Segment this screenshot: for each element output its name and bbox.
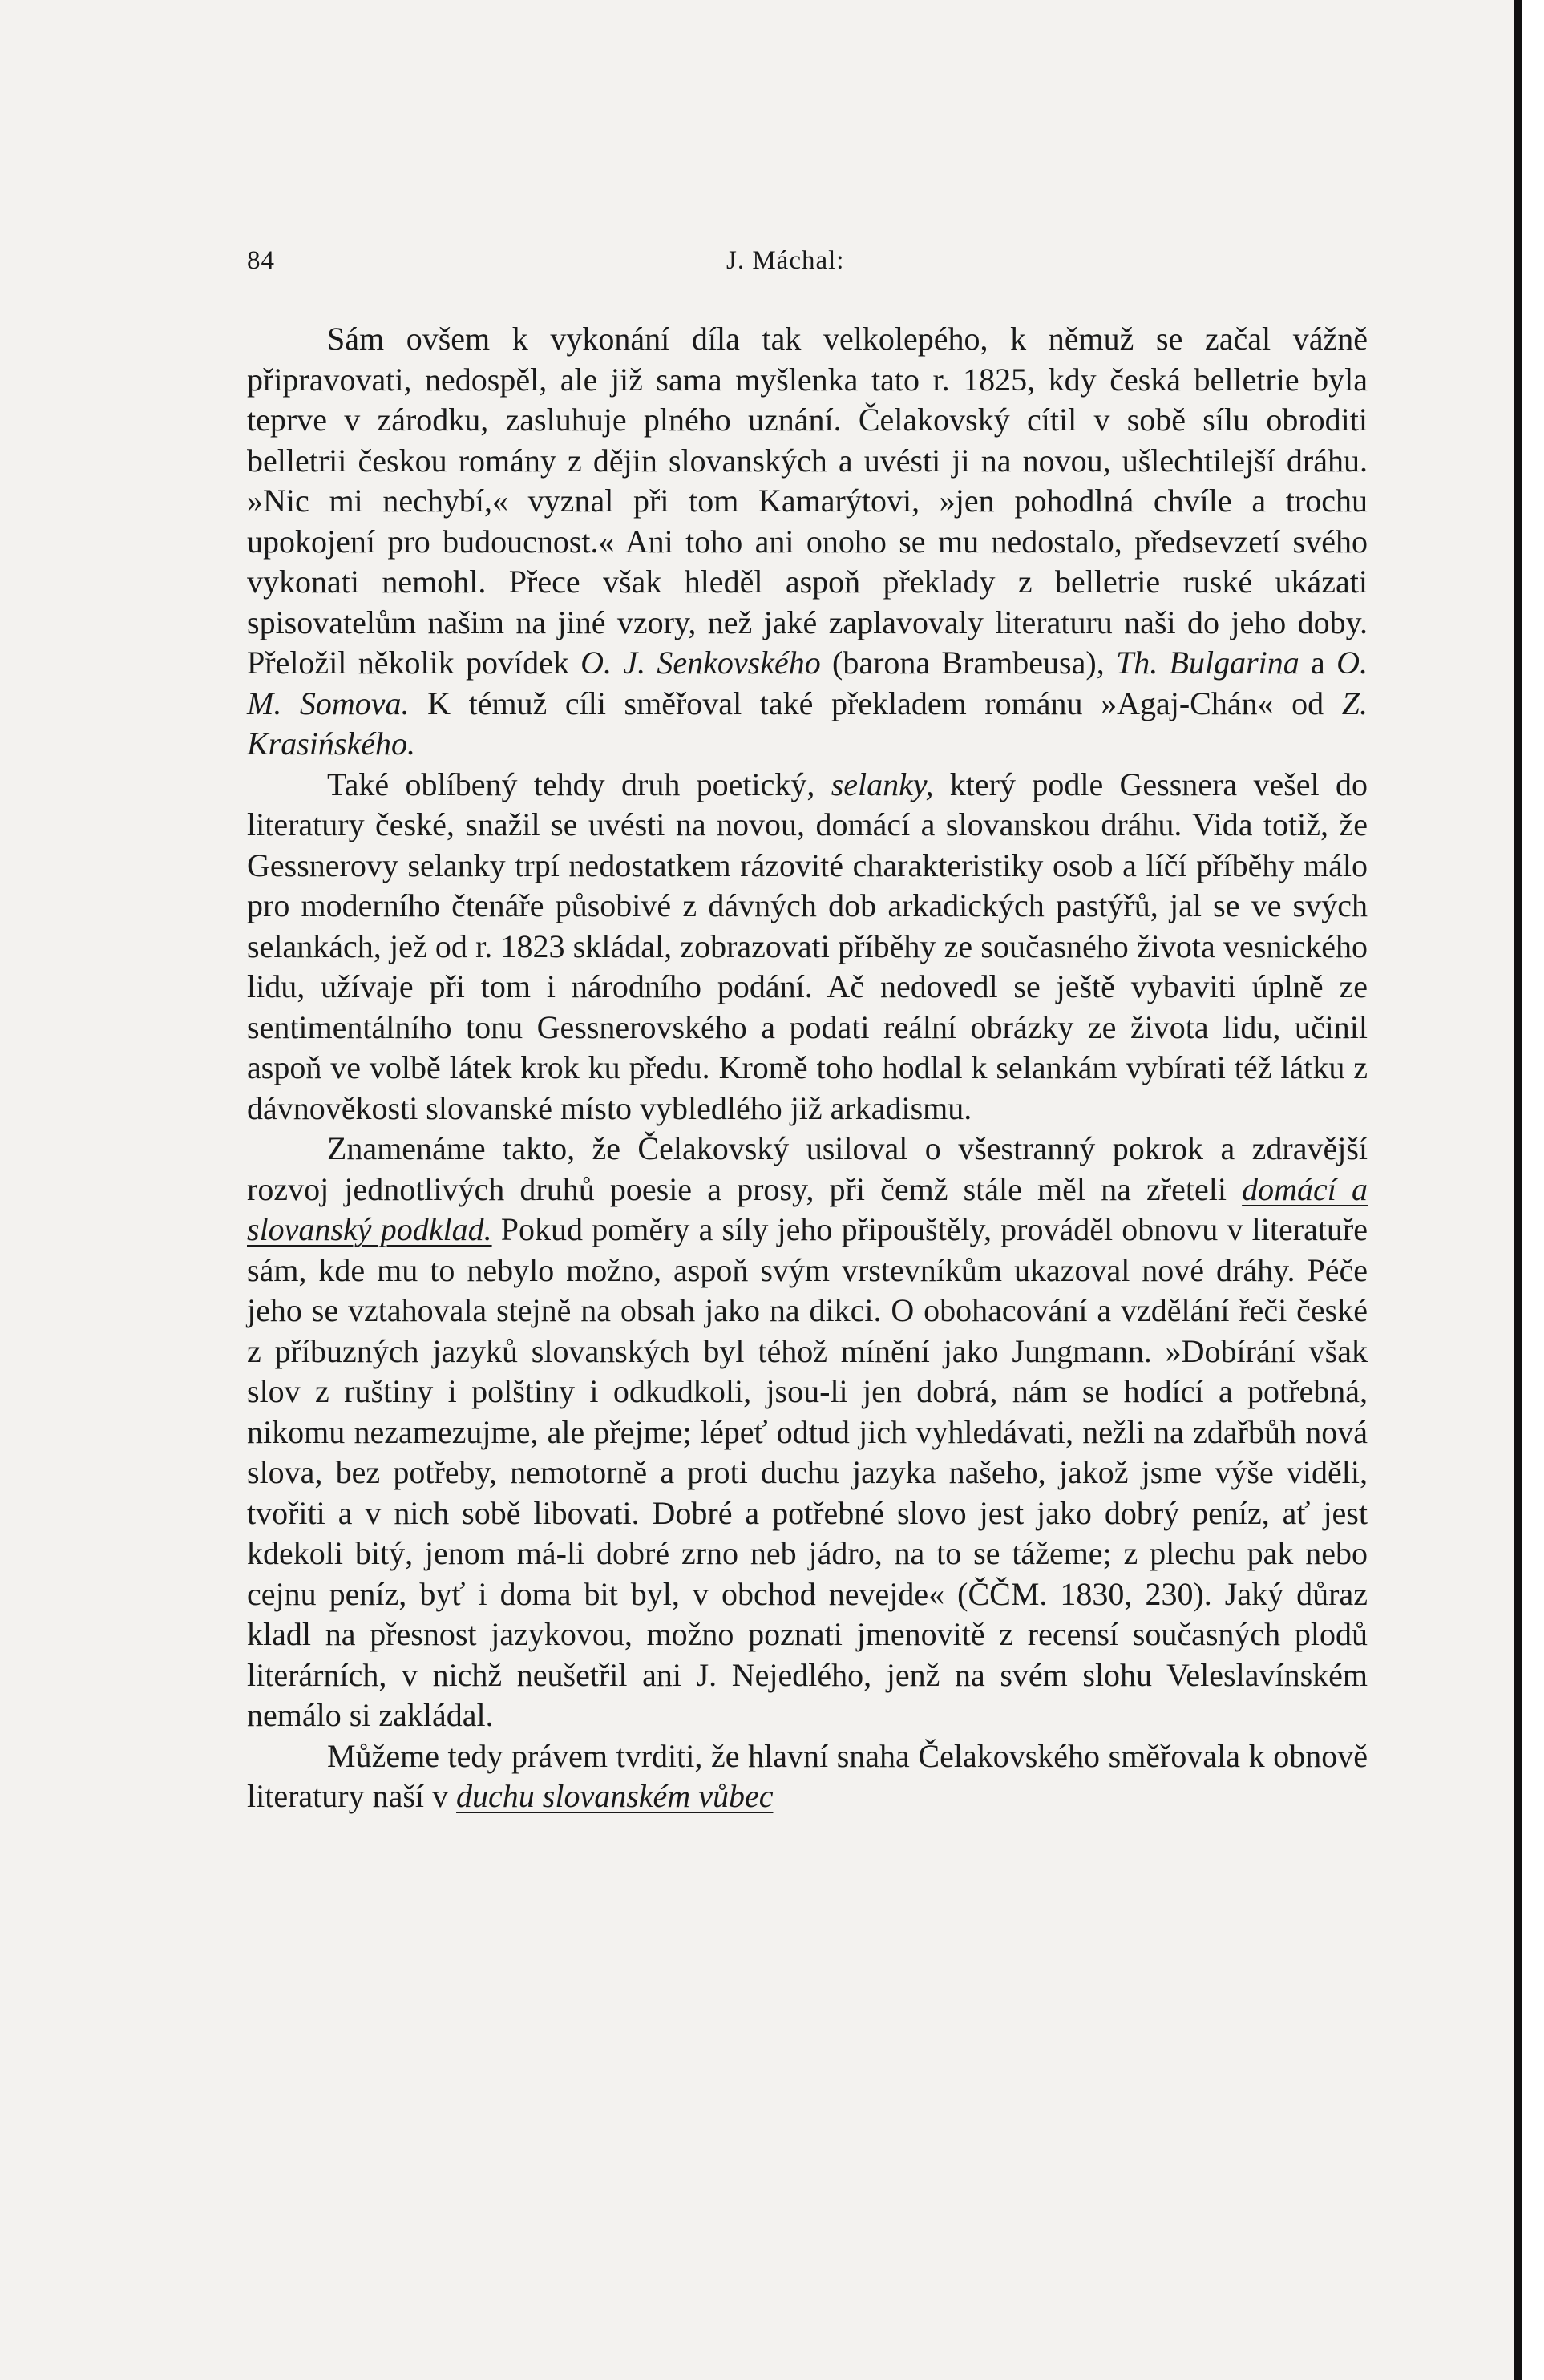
body-text [247,319,1368,1817]
author-name: O. M. Somova. [247,644,1368,721]
text-segment: K témuž cíli směřoval také překladem románu »Agaj-Chán« od [409,685,1342,721]
paragraph [247,319,1368,765]
paragraph [247,765,1368,1129]
paragraph [247,1736,1368,1817]
text-segment: a [1299,644,1337,681]
author-name: Z. Krasińského. [247,685,1368,762]
author-name: Th. Bulgarina [1115,644,1299,681]
author-name: O. J. Senkovského [580,644,821,681]
text-segment: Pokud poměry a síly jeho připouštěly, prováděl obnovu v literatuře sám, kde mu to nebylo možno, aspoň svým vrstevníkům ukazoval nové dráhy. Péče jeho se vztahovala stejně na obsah jako na dikci. O obohacování a vzdělání řeči české z příbuzných jazyků slovanských byl téhož mínění jako Jungmann. »Dobírání však slov z ruštiny i polštiny i odkudkoli, jsou-li jen dobrá, nám se hodící a potřebná, nikomu nezamezujme, ale přejme; lépeť odtud jich vyhledávati, nežli na zdařbůh nová slova, bez potřeby, nemotorně a proti duchu jazyka našeho, jakož jsme výše viděli, tvořiti a v nich sobě libovati. Dobré a potřebné slovo jest jako dobrý peníz, ať jest kdekoli bitý, jenom má-li dobré zrno neb jádro, na to se tážeme; z plechu pak nebo cejnu peníz, byť i doma bit byl, v obchod nevejde« (ČČM. 1830, 230). Jaký důraz kladl na přesnost jazykovou, možno poznati jmenovitě z recensí současných plodů literárních, v nichž neušetřil ani J. Nejedlého, jenž na svém slohu Veleslavínském nemálo si zakládal. [247,1211,1368,1733]
text-segment: který podle Gessnera vešel do literatury české, snažil se uvésti na novou, domácí a slovanskou dráhu. Vida totiž, že Gessnerovy selanky trpí nedostatkem rázovité charakteristiky osob a líčí příběhy málo pro moderního čtenáře působivé z dávných dob arkadických pastýřů, jal se ve svých selankách, jež od r. 1823 skládal, zobrazovati příběhy ze současného života vesnického lidu, užívaje při tom i národního podání. Ač nedovedl se ještě vybaviti úplně ze sentimentálního tonu Gessnerovského a podati reální obrázky ze života lidu, učinil aspoň ve volbě látek krok ku předu. Kromě toho hodlal k selankám vybírati též látku z dávnověkosti slovanské místo vybledlého již arkadismu. [247,766,1368,1126]
paragraph [247,1129,1368,1736]
text-segment: Sám ovšem k vykonání díla tak velkolepého, k němuž se začal vážně připravovati, nedospěl, ale již sama myšlenka tato r. 1825, kdy česká belletrie byla teprve v zárodku, zasluhuje plného uznání. Čelakovský cítil v sobě sílu obroditi belletrii českou romány z dějin slovanských a uvésti ji na novou, ušlechtilejší dráhu. »Nic mi nechybí,« vyznal při tom Kamarýtovi, »jen pohodlná chvíle a trochu upokojení pro budoucnost.« Ani toho ani onoho se mu nedostalo, předsevzetí svého vykonati nemohl. Přece však hleděl aspoň překlady z belletrie ruské ukázati spisovatelům našim na jiné vzory, než jaké zaplavovaly literaturu naši do jeho doby. Přeložil několik povídek [247,321,1368,681]
text-segment: Můžeme tedy právem tvrditi, že hlavní snaha Čelakovského směřovala k obnově literatury naší v [247,1737,1368,1814]
page-number: 84 [247,246,275,275]
header-author: J. Máchal: [726,246,845,275]
emphasis-underlined: duchu slovanském vůbec [456,1778,774,1814]
text-segment: Také oblíbený tehdy druh poetický, [327,766,831,802]
text-segment: (barona Brambeusa), [820,644,1116,681]
text-segment: Znamenáme takto, že Čelakovský usiloval o všestranný pokrok a zdravější rozvoj jednotlivých druhů poesie a prosy, při čemž stále měl na zřeteli [247,1130,1368,1207]
scan-edge-border [1514,0,1544,2380]
emphasis-underlined: domácí a slovanský podklad. [247,1170,1368,1247]
emphasis: selanky, [831,766,934,802]
running-head [247,246,1369,286]
